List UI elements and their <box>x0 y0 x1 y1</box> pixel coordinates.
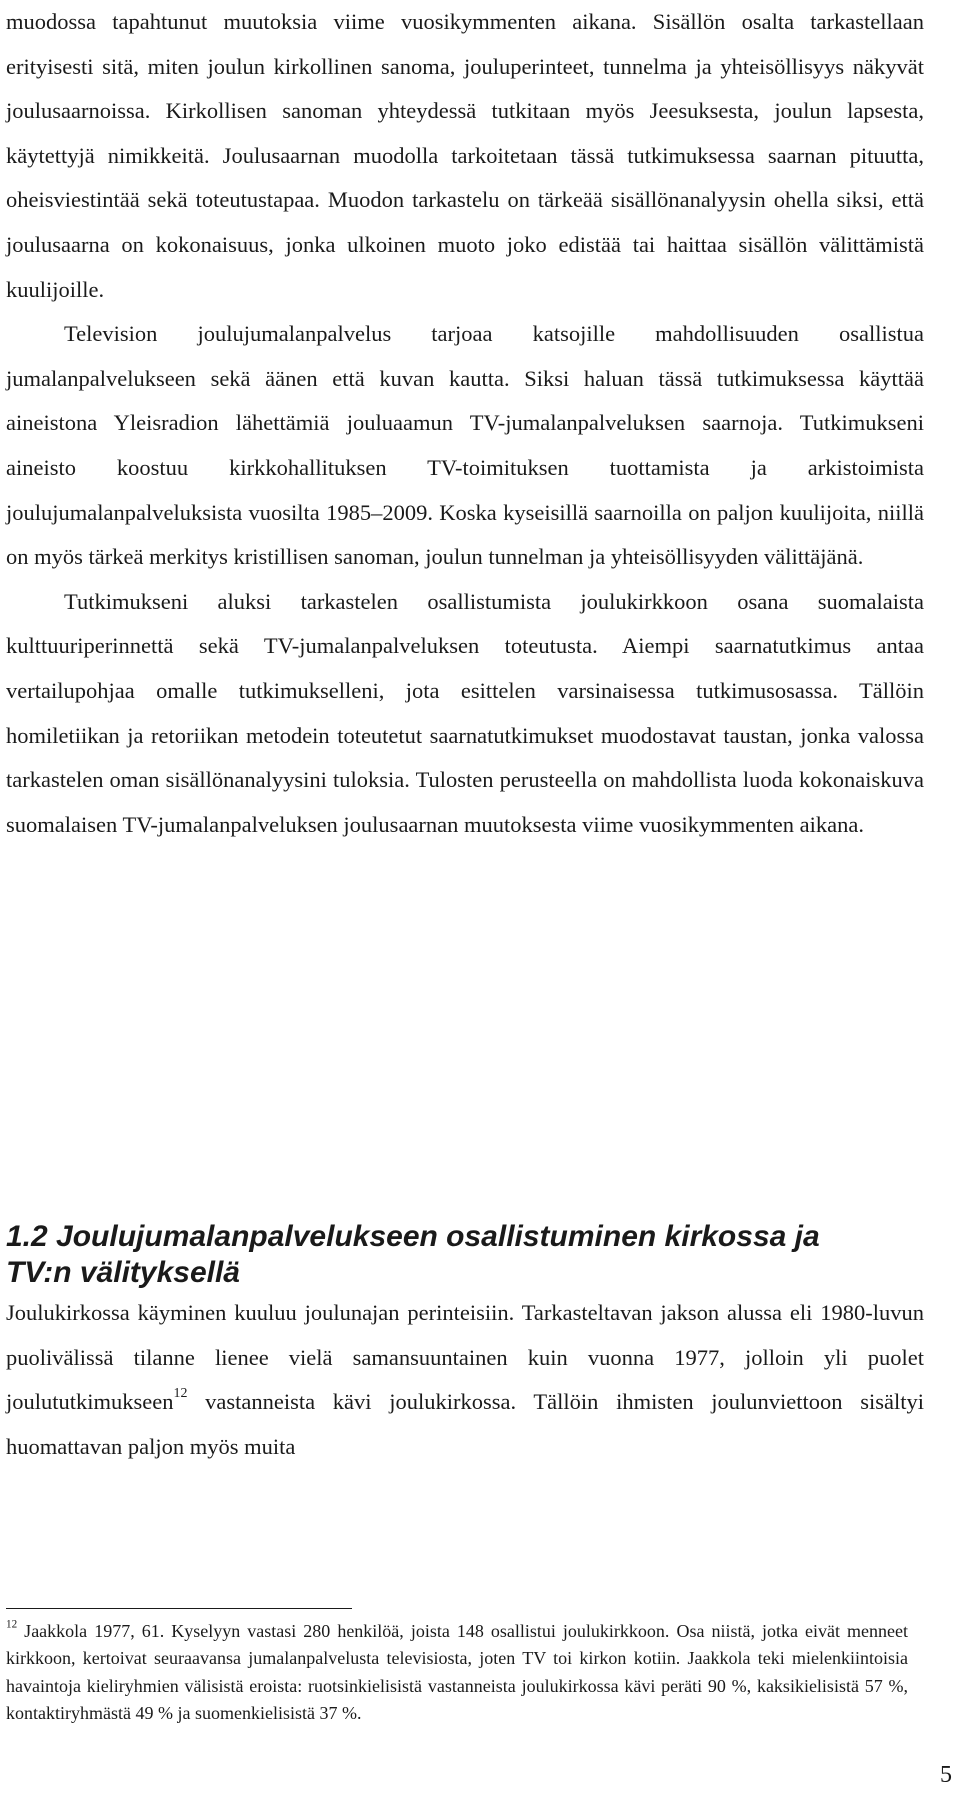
section-heading <box>6 1219 924 1291</box>
paragraph-text-after-ref: vastanneista kävi joulukirkossa. Tällöin ihmisten joulunviettoon sisältyi huomattavan paljon myös muita <box>6 1389 924 1459</box>
footnote-12 <box>6 1618 908 1728</box>
footnote-separator <box>6 1608 352 1609</box>
footnote-text: Jaakkola 1977, 61. Kyselyyn vastasi 280 henkilöä, joista 148 osallistui joulukirkkoon. Osa niistä, jotka eivät menneet kirkkoon, kertoivat seuraavansa jumalanpalvelusta televisiosta, joten TV toi kirkon kotiin. Jaakkola teki mielenkiintoisia havaintoja kieliryhmien välisistä eroista: ruotsinkielisistä vastanneista joulukirkossa kävi peräti 90 %, kaksikielisistä 57 %, kontaktiryhmästä 49 % ja suomenkielisistä 37 %. <box>6 1621 908 1724</box>
body-text-section <box>6 1291 924 1469</box>
paragraph-research-outline: Tutkimukseni aluksi tarkastelen osallistumista joulukirkkoon osana suomalaista kulttuuriperinnettä sekä TV-jumalanpalveluksen toteutusta. Aiempi saarnatutkimus antaa vertailupohjaa omalle tutkimukselleni, jota esittelen varsinaisessa tutkimusosassa. Tällöin homiletiikan ja retoriikan metodein toteutetut saarnatutkimukset muodostavat taustan, jonka valossa tarkastelen oman sisällönanalyysini tuloksia. Tulosten perusteella on mahdollista luoda kokonaiskuva suomalaisen TV-jumalanpalveluksen joulusaarnan muutoksesta viime vuosikymmenten aikana. <box>6 588 924 837</box>
body-text-top <box>6 0 924 847</box>
paragraph-tv-service: Television joulujumalanpalvelus tarjoaa katsojille mahdollisuuden osallistua jumalanpalvelukseen sekä äänen että kuvan kautta. Siksi haluan tässä tutkimuksessa käyttää aineistona Yleisradion lähettämiä jouluaamun TV-jumalanpalveluksen saarnoja. Tutkimukseni aineisto koostuu kirkkohallituksen TV-toimituksen tuottamista ja arkistoimista joulujumalanpalveluksista vuosilta 1985–2009. Koska kyseisillä saarnoilla on paljon kuulijoita, niillä on myös tärkeä merkitys kristillisen sanoman, joulun tunnelman ja yhteisöllisyyden välittäjänä. <box>6 321 924 570</box>
page-number: 5 <box>940 1762 952 1788</box>
paragraph-continued: muodossa tapahtunut muutoksia viime vuosikymmenten aikana. Sisällön osalta tarkastellaan erityisesti sitä, miten joulun kirkollinen sanoma, jouluperinteet, tunnelma ja yhteisöllisyys näkyvät joulusaarnoissa. Kirkollisen sanoman yhteydessä tutkitaan myös Jeesuksesta, joulun lapsesta, käytettyjä nimikkeitä. Joulusaarnan muodolla tarkoitetaan tässä tutkimuksessa saarnan pituutta, oheisviestintää sekä toteutustapaa. Muodon tarkastelu on tärkeää sisällönanalyysin ohella siksi, että joulusaarna on kokonaisuus, jonka ulkoinen muoto joko edistää tai haittaa sisällön välittämistä kuulijoille. <box>6 9 924 302</box>
footnote-reference[interactable]: 12 <box>173 1386 188 1402</box>
paragraph-section-intro <box>6 1291 924 1469</box>
section-heading-line-1: 1.2 Joulujumalanpalvelukseen osallistuminen kirkossa ja <box>6 1220 820 1253</box>
section-heading-line-2: TV:n välityksellä <box>6 1256 240 1289</box>
paragraph-text-before-ref: Joulukirkossa käyminen kuuluu joulunajan perinteisiin. Tarkasteltavan jakson alussa eli 1980-luvun puolivälissä tilanne lienee vielä samansuuntainen kuin vuonna 1977, jolloin yli puolet joulututkimukseen <box>6 1300 924 1415</box>
footnote-number: 12 <box>6 1618 18 1631</box>
